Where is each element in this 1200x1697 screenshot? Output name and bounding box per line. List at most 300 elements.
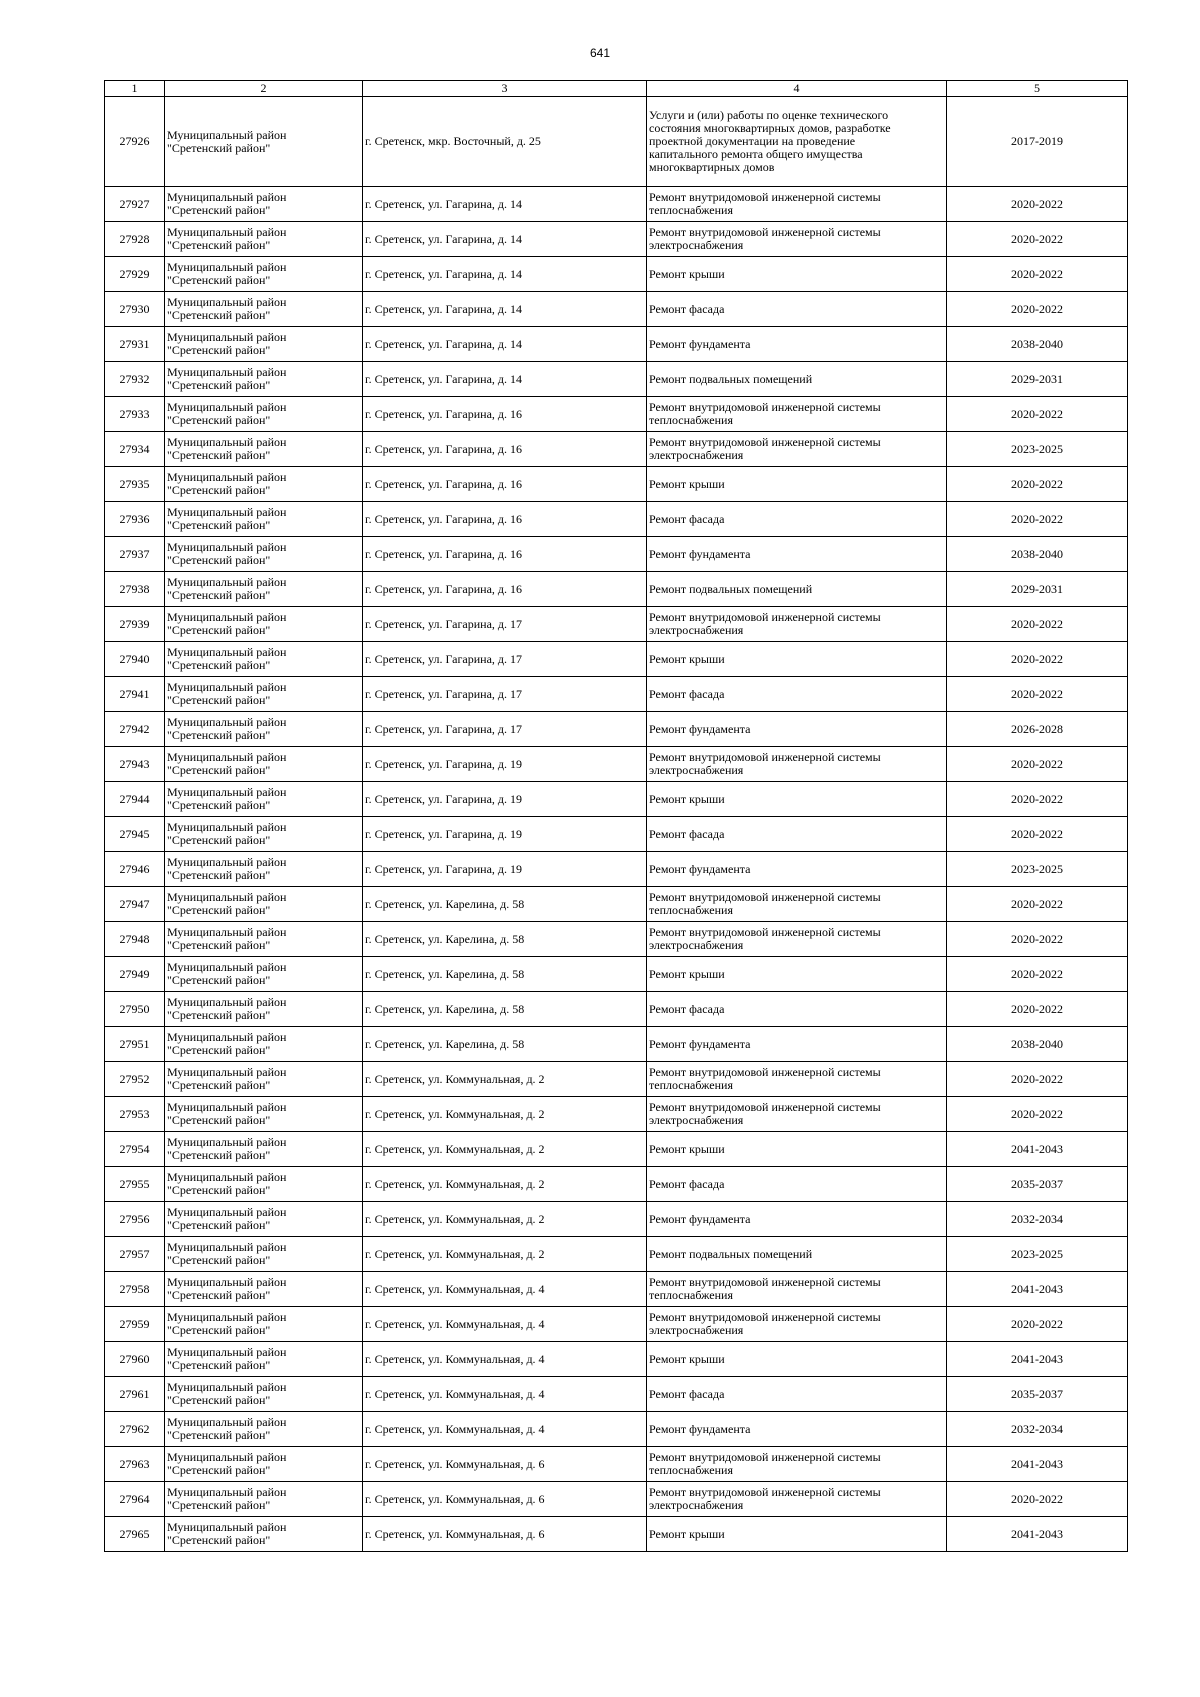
address-cell: г. Сретенск, ул. Коммунальная, д. 4 [363, 1272, 647, 1307]
municipality-line: Муниципальный район [167, 1345, 287, 1359]
municipality-cell [165, 467, 363, 502]
municipality-line: "Сретенский район" [167, 693, 271, 707]
table-row [105, 992, 1128, 1027]
municipality-line: Муниципальный район [167, 855, 287, 869]
municipality-line: "Сретенский район" [167, 448, 271, 462]
table-row [105, 362, 1128, 397]
period-cell: 2029-2031 [947, 572, 1128, 607]
period-cell: 2023-2025 [947, 1237, 1128, 1272]
municipality-line: Муниципальный район [167, 1205, 287, 1219]
table-row [105, 97, 1128, 187]
table-row [105, 642, 1128, 677]
address-cell: г. Сретенск, ул. Гагарина, д. 14 [363, 187, 647, 222]
work-type-cell [647, 607, 947, 642]
municipality-line: "Сретенский район" [167, 140, 271, 155]
work-type-line: Ремонт подвальных помещений [649, 581, 813, 596]
municipality-cell [165, 1062, 363, 1097]
table-row [105, 187, 1128, 222]
municipality-cell [165, 642, 363, 677]
work-type-cell [647, 292, 947, 327]
address-cell: г. Сретенск, ул. Гагарина, д. 14 [363, 362, 647, 397]
period-cell: 2020-2022 [947, 957, 1128, 992]
table-row [105, 1377, 1128, 1412]
row-number: 27944 [105, 782, 165, 817]
table-row [105, 502, 1128, 537]
municipality-line: "Сретенский район" [167, 658, 271, 672]
municipality-line: "Сретенский район" [167, 1393, 271, 1407]
work-type-cell [647, 467, 947, 502]
municipality-cell [165, 1517, 363, 1552]
municipality-line: Муниципальный район [167, 645, 287, 659]
period-cell: 2020-2022 [947, 467, 1128, 502]
municipality-line: Муниципальный район [167, 890, 287, 904]
municipality-line: Муниципальный район [167, 330, 287, 344]
work-type-cell [647, 992, 947, 1027]
table-row [105, 327, 1128, 362]
period-cell: 2020-2022 [947, 1482, 1128, 1517]
table-row [105, 1062, 1128, 1097]
period-cell: 2017-2019 [947, 97, 1128, 187]
work-type-cell [647, 642, 947, 677]
table-row [105, 1237, 1128, 1272]
row-number: 27963 [105, 1447, 165, 1482]
address-cell: г. Сретенск, ул. Коммунальная, д. 6 [363, 1517, 647, 1552]
work-type-cell [647, 397, 947, 432]
period-cell: 2023-2025 [947, 432, 1128, 467]
municipality-cell [165, 537, 363, 572]
work-type-line: электроснабжения [649, 1323, 744, 1337]
address-cell: г. Сретенск, ул. Гагарина, д. 19 [363, 817, 647, 852]
period-cell: 2038-2040 [947, 327, 1128, 362]
municipality-cell [165, 1447, 363, 1482]
work-type-line: Ремонт крыши [649, 1141, 725, 1156]
work-type-line: Ремонт внутридомовой инженерной системы [649, 890, 881, 904]
period-cell: 2020-2022 [947, 502, 1128, 537]
period-cell: 2023-2025 [947, 852, 1128, 887]
work-type-cell [647, 1412, 947, 1447]
municipality-line: Муниципальный район [167, 1135, 287, 1149]
municipality-cell [165, 1482, 363, 1517]
table-row [105, 1307, 1128, 1342]
municipality-cell [165, 1342, 363, 1377]
work-type-line: Ремонт фундамента [649, 1421, 751, 1436]
municipality-line: Муниципальный район [167, 575, 287, 589]
table-row [105, 887, 1128, 922]
municipality-line: Муниципальный район [167, 1170, 287, 1184]
table-row [105, 852, 1128, 887]
work-type-cell [647, 1062, 947, 1097]
address-cell: г. Сретенск, ул. Гагарина, д. 14 [363, 327, 647, 362]
municipality-cell [165, 747, 363, 782]
period-cell: 2032-2034 [947, 1412, 1128, 1447]
table-row [105, 572, 1128, 607]
column-header: 4 [647, 81, 947, 97]
row-number: 27961 [105, 1377, 165, 1412]
municipality-line: "Сретенский район" [167, 1358, 271, 1372]
municipality-line: Муниципальный район [167, 365, 287, 379]
address-cell: г. Сретенск, ул. Гагарина, д. 19 [363, 747, 647, 782]
work-type-cell [647, 922, 947, 957]
row-number: 27949 [105, 957, 165, 992]
period-cell: 2020-2022 [947, 397, 1128, 432]
work-type-line: Ремонт фасада [649, 1176, 725, 1191]
work-type-cell [647, 1027, 947, 1062]
period-cell: 2020-2022 [947, 747, 1128, 782]
municipality-line: "Сретенский район" [167, 1288, 271, 1302]
municipality-line: "Сретенский район" [167, 833, 271, 847]
address-cell: г. Сретенск, ул. Гагарина, д. 19 [363, 852, 647, 887]
row-number: 27945 [105, 817, 165, 852]
work-type-line: электроснабжения [649, 238, 744, 252]
row-number: 27959 [105, 1307, 165, 1342]
municipality-line: "Сретенский район" [167, 308, 271, 322]
work-type-cell [647, 432, 947, 467]
table-row [105, 957, 1128, 992]
work-type-line: электроснабжения [649, 448, 744, 462]
address-cell: г. Сретенск, ул. Гагарина, д. 16 [363, 467, 647, 502]
municipality-line: "Сретенский район" [167, 938, 271, 952]
municipality-line: "Сретенский район" [167, 763, 271, 777]
column-header: 3 [363, 81, 647, 97]
municipality-cell [165, 782, 363, 817]
work-type-line: теплоснабжения [649, 1288, 733, 1302]
period-cell: 2020-2022 [947, 677, 1128, 712]
table-row [105, 222, 1128, 257]
work-type-line: Ремонт фундамента [649, 861, 751, 876]
municipality-cell [165, 887, 363, 922]
row-number: 27926 [105, 97, 165, 187]
table-row [105, 817, 1128, 852]
period-cell: 2020-2022 [947, 1307, 1128, 1342]
work-type-line: Ремонт подвальных помещений [649, 371, 813, 386]
address-cell: г. Сретенск, ул. Гагарина, д. 16 [363, 432, 647, 467]
row-number: 27962 [105, 1412, 165, 1447]
address-cell: г. Сретенск, ул. Гагарина, д. 19 [363, 782, 647, 817]
table-row [105, 1097, 1128, 1132]
municipality-line: Муниципальный район [167, 505, 287, 519]
work-type-line: проектной документации на проведение [649, 134, 856, 148]
municipality-line: "Сретенский район" [167, 1218, 271, 1232]
municipality-line: "Сретенский район" [167, 238, 271, 252]
work-type-cell [647, 782, 947, 817]
period-cell: 2026-2028 [947, 712, 1128, 747]
municipality-cell [165, 1377, 363, 1412]
work-type-line: Ремонт фундамента [649, 546, 751, 561]
row-number: 27960 [105, 1342, 165, 1377]
work-type-line: Ремонт крыши [649, 1351, 725, 1366]
municipality-cell [165, 362, 363, 397]
work-type-cell [647, 1447, 947, 1482]
period-cell: 2041-2043 [947, 1132, 1128, 1167]
column-header: 5 [947, 81, 1128, 97]
table-row [105, 1412, 1128, 1447]
row-number: 27937 [105, 537, 165, 572]
municipality-cell [165, 922, 363, 957]
work-type-cell [647, 1132, 947, 1167]
work-type-cell [647, 677, 947, 712]
row-number: 27955 [105, 1167, 165, 1202]
work-type-line: Ремонт подвальных помещений [649, 1246, 813, 1261]
work-type-line: Ремонт крыши [649, 476, 725, 491]
table-row [105, 537, 1128, 572]
work-type-line: Ремонт фасада [649, 301, 725, 316]
municipality-line: "Сретенский район" [167, 1008, 271, 1022]
table-row [105, 432, 1128, 467]
period-cell: 2020-2022 [947, 607, 1128, 642]
work-type-line: Ремонт внутридомовой инженерной системы [649, 400, 881, 414]
register-table [104, 80, 1128, 1552]
work-type-line: капитального ремонта общего имущества [649, 147, 863, 161]
municipality-line: "Сретенский район" [167, 1183, 271, 1197]
row-number: 27951 [105, 1027, 165, 1062]
table-row [105, 782, 1128, 817]
table-row [105, 1202, 1128, 1237]
row-number: 27950 [105, 992, 165, 1027]
address-cell: г. Сретенск, ул. Коммунальная, д. 6 [363, 1482, 647, 1517]
work-type-cell [647, 1482, 947, 1517]
period-cell: 2035-2037 [947, 1377, 1128, 1412]
page-number: 641 [589, 46, 611, 60]
row-number: 27958 [105, 1272, 165, 1307]
work-type-line: Ремонт внутридомовой инженерной системы [649, 1065, 881, 1079]
period-cell: 2020-2022 [947, 992, 1128, 1027]
municipality-line: Муниципальный район [167, 190, 287, 204]
row-number: 27956 [105, 1202, 165, 1237]
period-cell: 2020-2022 [947, 782, 1128, 817]
address-cell: г. Сретенск, ул. Гагарина, д. 16 [363, 537, 647, 572]
municipality-line: "Сретенский район" [167, 1428, 271, 1442]
municipality-line: "Сретенский район" [167, 1253, 271, 1267]
municipality-cell [165, 852, 363, 887]
work-type-line: электроснабжения [649, 623, 744, 637]
municipality-line: Муниципальный район [167, 820, 287, 834]
table-row [105, 1272, 1128, 1307]
period-cell: 2041-2043 [947, 1272, 1128, 1307]
work-type-line: Ремонт крыши [649, 1526, 725, 1541]
municipality-line: Муниципальный район [167, 785, 287, 799]
municipality-cell [165, 222, 363, 257]
table-row [105, 1342, 1128, 1377]
municipality-cell [165, 607, 363, 642]
row-number: 27953 [105, 1097, 165, 1132]
work-type-line: Ремонт фасада [649, 1386, 725, 1401]
municipality-cell [165, 327, 363, 362]
period-cell: 2041-2043 [947, 1342, 1128, 1377]
address-cell: г. Сретенск, ул. Гагарина, д. 16 [363, 502, 647, 537]
table-row [105, 467, 1128, 502]
municipality-cell [165, 1412, 363, 1447]
municipality-line: "Сретенский район" [167, 553, 271, 567]
work-type-line: Ремонт внутридомовой инженерной системы [649, 610, 881, 624]
work-type-line: Ремонт внутридомовой инженерной системы [649, 1485, 881, 1499]
table-row [105, 747, 1128, 782]
period-cell: 2020-2022 [947, 257, 1128, 292]
work-type-line: электроснабжения [649, 763, 744, 777]
row-number: 27957 [105, 1237, 165, 1272]
row-number: 27939 [105, 607, 165, 642]
municipality-cell [165, 992, 363, 1027]
municipality-line: "Сретенский район" [167, 343, 271, 357]
work-type-cell [647, 222, 947, 257]
row-number: 27943 [105, 747, 165, 782]
municipality-line: Муниципальный район [167, 225, 287, 239]
work-type-line: многоквартирных домов [649, 160, 775, 174]
municipality-cell [165, 397, 363, 432]
municipality-cell [165, 1272, 363, 1307]
work-type-line: Ремонт фундамента [649, 1036, 751, 1051]
municipality-line: Муниципальный район [167, 610, 287, 624]
table-row [105, 1167, 1128, 1202]
period-cell: 2038-2040 [947, 1027, 1128, 1062]
municipality-cell [165, 257, 363, 292]
municipality-cell [165, 1237, 363, 1272]
row-number: 27952 [105, 1062, 165, 1097]
municipality-line: "Сретенский район" [167, 203, 271, 217]
row-number: 27938 [105, 572, 165, 607]
municipality-line: "Сретенский район" [167, 1078, 271, 1092]
municipality-line: Муниципальный район [167, 1380, 287, 1394]
work-type-line: электроснабжения [649, 938, 744, 952]
address-cell: г. Сретенск, ул. Гагарина, д. 17 [363, 642, 647, 677]
municipality-line: Муниципальный район [167, 995, 287, 1009]
work-type-cell [647, 327, 947, 362]
work-type-cell [647, 1377, 947, 1412]
municipality-line: Муниципальный район [167, 295, 287, 309]
address-cell: г. Сретенск, ул. Коммунальная, д. 4 [363, 1307, 647, 1342]
municipality-line: Муниципальный район [167, 715, 287, 729]
work-type-line: Ремонт внутридомовой инженерной системы [649, 435, 881, 449]
municipality-cell [165, 712, 363, 747]
address-cell: г. Сретенск, ул. Гагарина, д. 16 [363, 397, 647, 432]
address-cell: г. Сретенск, ул. Коммунальная, д. 6 [363, 1447, 647, 1482]
row-number: 27954 [105, 1132, 165, 1167]
address-cell: г. Сретенск, ул. Коммунальная, д. 2 [363, 1202, 647, 1237]
row-number: 27965 [105, 1517, 165, 1552]
municipality-cell [165, 1307, 363, 1342]
address-cell: г. Сретенск, ул. Карелина, д. 58 [363, 1027, 647, 1062]
address-cell: г. Сретенск, ул. Коммунальная, д. 2 [363, 1167, 647, 1202]
work-type-cell [647, 1272, 947, 1307]
municipality-line: "Сретенский район" [167, 623, 271, 637]
municipality-line: "Сретенский район" [167, 588, 271, 602]
table-row [105, 292, 1128, 327]
work-type-line: теплоснабжения [649, 1078, 733, 1092]
work-type-line: Услуги и (или) работы по оценке технического [649, 108, 889, 122]
period-cell: 2020-2022 [947, 1097, 1128, 1132]
municipality-line: Муниципальный район [167, 1240, 287, 1254]
municipality-cell [165, 1097, 363, 1132]
work-type-cell [647, 537, 947, 572]
work-type-line: Ремонт внутридомовой инженерной системы [649, 190, 881, 204]
row-number: 27936 [105, 502, 165, 537]
work-type-cell [647, 1342, 947, 1377]
row-number: 27941 [105, 677, 165, 712]
work-type-cell [647, 1307, 947, 1342]
row-number: 27935 [105, 467, 165, 502]
address-cell: г. Сретенск, ул. Гагарина, д. 17 [363, 712, 647, 747]
row-number: 27927 [105, 187, 165, 222]
municipality-line: Муниципальный район [167, 1415, 287, 1429]
address-cell: г. Сретенск, ул. Карелина, д. 58 [363, 992, 647, 1027]
row-number: 27929 [105, 257, 165, 292]
address-cell: г. Сретенск, ул. Карелина, д. 58 [363, 957, 647, 992]
address-cell: г. Сретенск, ул. Коммунальная, д. 2 [363, 1097, 647, 1132]
period-cell: 2032-2034 [947, 1202, 1128, 1237]
address-cell: г. Сретенск, мкр. Восточный, д. 25 [363, 97, 647, 187]
work-type-line: электроснабжения [649, 1498, 744, 1512]
municipality-cell [165, 957, 363, 992]
municipality-line: "Сретенский район" [167, 903, 271, 917]
column-header: 2 [165, 81, 363, 97]
municipality-line: "Сретенский район" [167, 1148, 271, 1162]
table-row [105, 1027, 1128, 1062]
address-cell: г. Сретенск, ул. Коммунальная, д. 4 [363, 1342, 647, 1377]
period-cell: 2035-2037 [947, 1167, 1128, 1202]
municipality-cell [165, 97, 363, 187]
municipality-line: Муниципальный район [167, 1520, 287, 1534]
municipality-line: Муниципальный район [167, 1485, 287, 1499]
municipality-line: Муниципальный район [167, 260, 287, 274]
period-cell: 2020-2022 [947, 817, 1128, 852]
municipality-line: "Сретенский район" [167, 1498, 271, 1512]
municipality-line: "Сретенский район" [167, 273, 271, 287]
municipality-line: "Сретенский район" [167, 728, 271, 742]
work-type-line: теплоснабжения [649, 413, 733, 427]
table-row [105, 397, 1128, 432]
municipality-line: "Сретенский район" [167, 413, 271, 427]
row-number: 27932 [105, 362, 165, 397]
municipality-line: "Сретенский район" [167, 1323, 271, 1337]
work-type-line: Ремонт фасада [649, 686, 725, 701]
address-cell: г. Сретенск, ул. Гагарина, д. 14 [363, 257, 647, 292]
work-type-cell [647, 887, 947, 922]
period-cell: 2020-2022 [947, 1062, 1128, 1097]
table-row [105, 607, 1128, 642]
work-type-line: Ремонт фасада [649, 826, 725, 841]
table-row [105, 922, 1128, 957]
period-cell: 2020-2022 [947, 222, 1128, 257]
address-cell: г. Сретенск, ул. Гагарина, д. 14 [363, 222, 647, 257]
municipality-line: "Сретенский район" [167, 798, 271, 812]
address-cell: г. Сретенск, ул. Коммунальная, д. 4 [363, 1377, 647, 1412]
municipality-line: Муниципальный район [167, 540, 287, 554]
municipality-line: Муниципальный район [167, 680, 287, 694]
municipality-cell [165, 432, 363, 467]
municipality-line: Муниципальный район [167, 1310, 287, 1324]
work-type-line: Ремонт внутридомовой инженерной системы [649, 750, 881, 764]
municipality-line: "Сретенский район" [167, 868, 271, 882]
municipality-line: Муниципальный район [167, 400, 287, 414]
address-cell: г. Сретенск, ул. Коммунальная, д. 2 [363, 1062, 647, 1097]
address-cell: г. Сретенск, ул. Коммунальная, д. 2 [363, 1132, 647, 1167]
municipality-cell [165, 817, 363, 852]
row-number: 27928 [105, 222, 165, 257]
period-cell: 2029-2031 [947, 362, 1128, 397]
work-type-line: Ремонт внутридомовой инженерной системы [649, 1100, 881, 1114]
work-type-cell [647, 362, 947, 397]
row-number: 27942 [105, 712, 165, 747]
work-type-line: состояния многоквартирных домов, разработке [649, 121, 891, 135]
column-header: 1 [105, 81, 165, 97]
row-number: 27933 [105, 397, 165, 432]
address-cell: г. Сретенск, ул. Гагарина, д. 14 [363, 292, 647, 327]
table-row [105, 712, 1128, 747]
work-type-cell [647, 747, 947, 782]
period-cell: 2020-2022 [947, 887, 1128, 922]
municipality-cell [165, 1167, 363, 1202]
row-number: 27964 [105, 1482, 165, 1517]
work-type-line: Ремонт внутридомовой инженерной системы [649, 1450, 881, 1464]
